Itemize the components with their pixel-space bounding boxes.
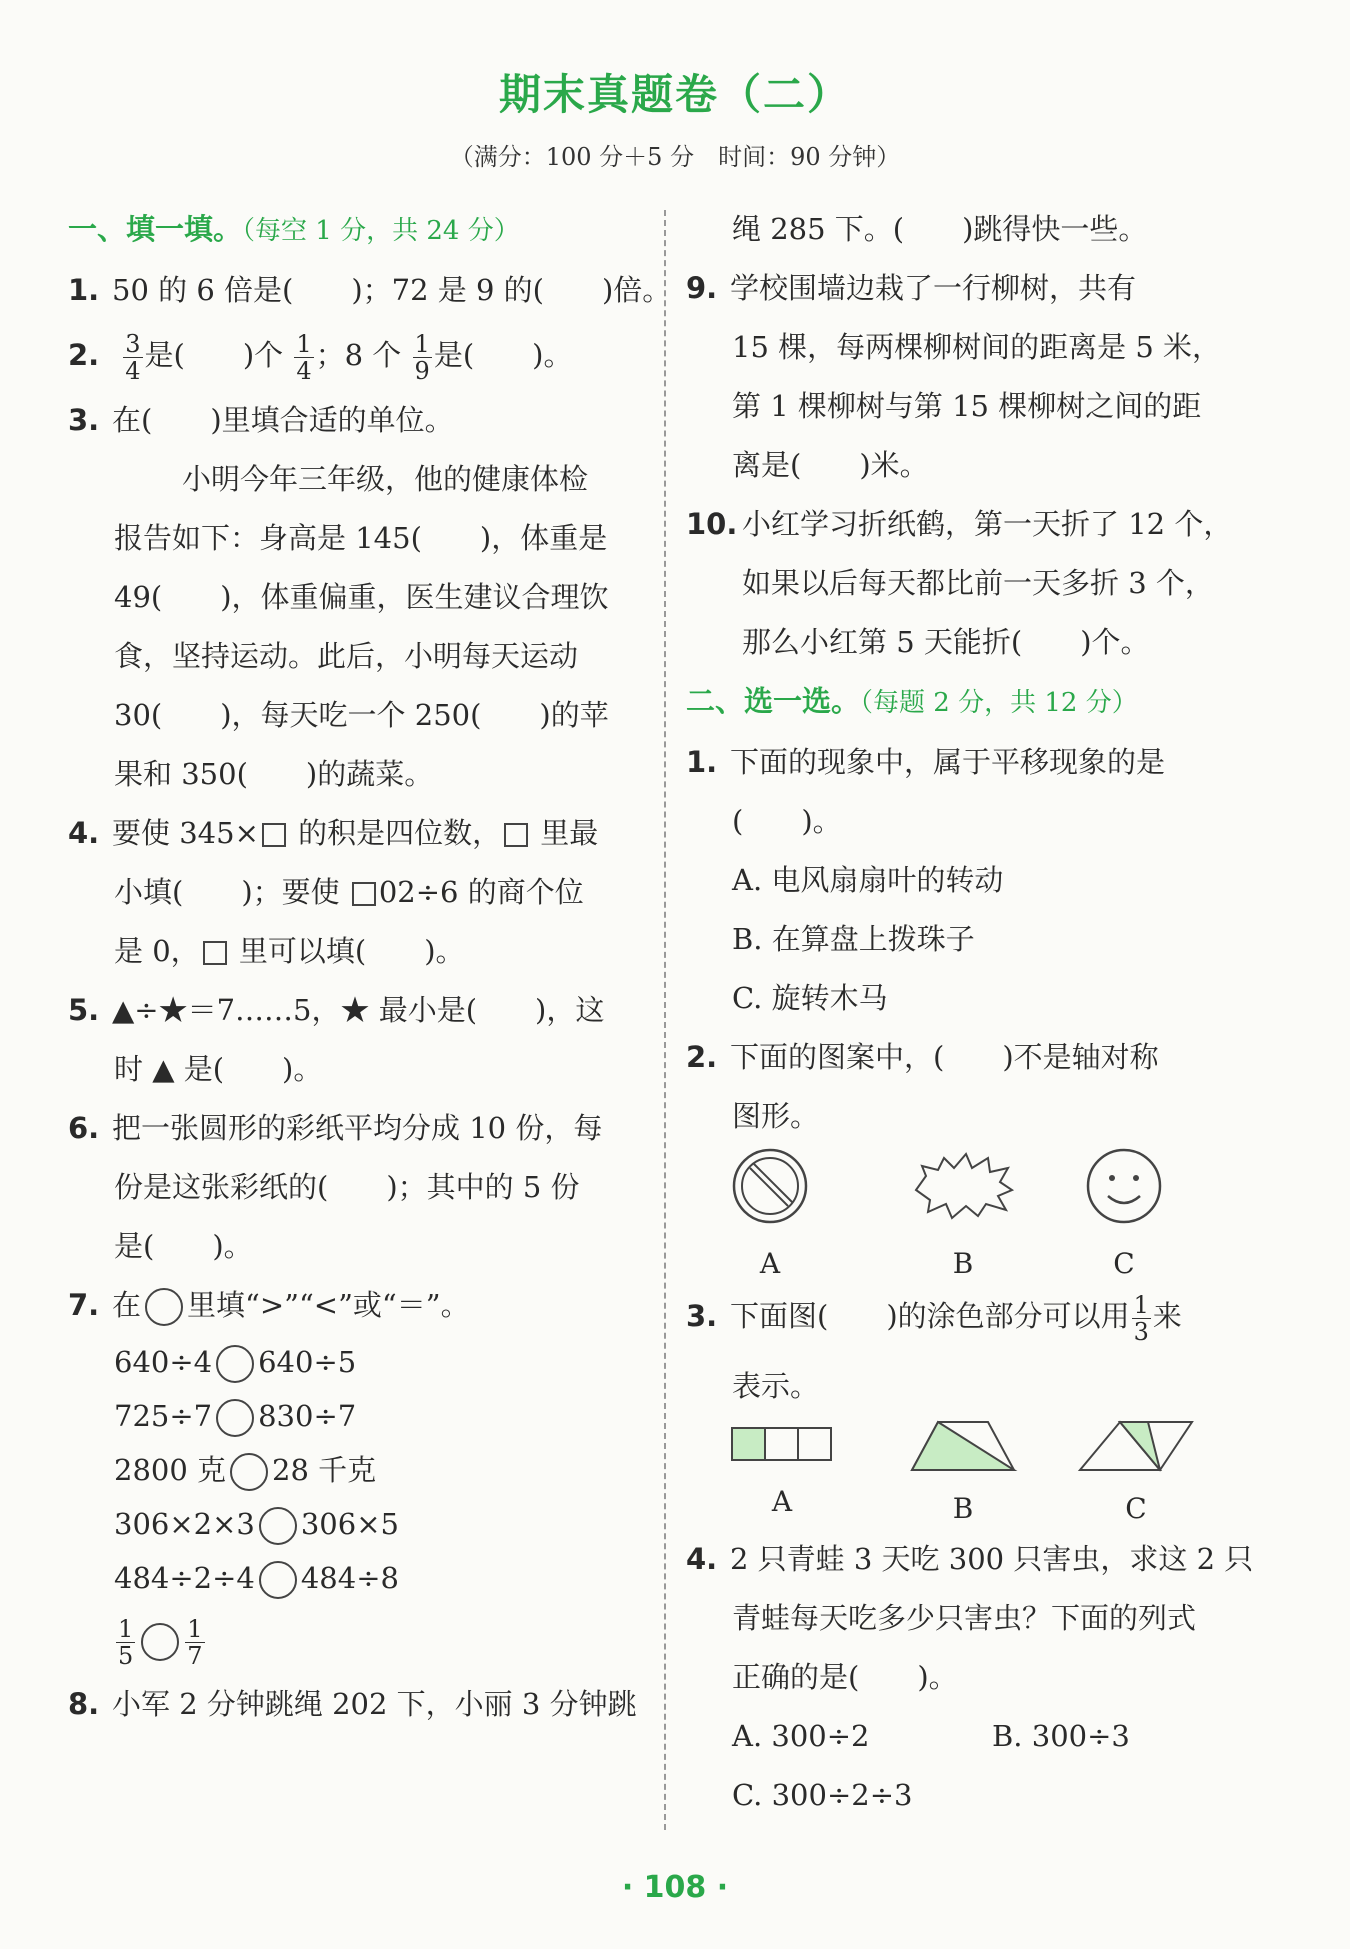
question-7: 7. 在 里填“>”“<”或“＝”。 640÷4 640÷5 725÷7 830÷7 2800 克 28 千克 306×2×3 306×5 484÷2÷4 484÷8 $\frac{1}{5}$ $\frac{1}{7}$ [68,1288,470,1670]
column-divider [664,210,666,1830]
choice-1: 1. 下面的现象中，属于平移现象的是 ( )。 A. 电风扇扇叶的转动 B. 在算盘上拨珠子 C. 旋转木马 [686,745,1166,1015]
section-1-heading: 一、填一填。（每空 1 分，共 24 分） [68,212,520,246]
question-8-cont: 绳 285 下。( )跳得快一些。 [732,212,1148,246]
compare-circle [216,1345,254,1383]
section-2-heading: 二、选一选。（每题 2 分，共 12 分） [686,684,1138,718]
question-1: 1. 50 的 6 倍是( )；72 是 9 的( )倍。 [68,273,672,307]
question-9: 9. 学校围墙边栽了一行柳树，共有 15 棵，每两棵柳树间的距离是 5 米， 第 1 棵柳树与第 15 棵柳树之间的距 离是( )米。 [686,271,1222,482]
fraction: $\frac{1}{4}$ [296,329,312,385]
blank-square [262,823,286,847]
compare-circle [259,1507,297,1545]
figure-c: C [1084,1146,1164,1282]
fraction: $\frac{3}{4}$ [125,329,141,385]
shaded-trapezoid-icon [908,1418,1018,1474]
choice-3: 3. 下面图( )的涂色部分可以用 $\frac{1}{3}$ 来 表示。 A B C [686,1278,1276,1530]
shaded-bar-icon [730,1424,834,1464]
question-2: 2. $\frac{3}{4}$ 是( )个 $\frac{1}{4}$ ；8 个 $\frac{1}{9}$ 是( )。 [68,329,573,385]
page-subtitle: （满分：100 分＋5 分 时间：90 分钟） [449,143,901,171]
fraction: $\frac{1}{7}$ [187,1614,203,1670]
figure-a: A [730,1424,834,1520]
question-8: 8. 小军 2 分钟跳绳 202 下，小丽 3 分钟跳 [68,1687,637,1721]
right-column [686,200,1276,1825]
blank-square [504,823,528,847]
choice-4: 4. 2 只青蛙 3 天吃 300 只害虫，求这 2 只 青蛙每天吃多少只害虫？下面的列式 正确的是( )。 A. 300÷2 B. 300÷3 C. 300÷2÷3 [686,1542,1254,1812]
question-3: 3. 在( )里填合适的单位。 小明今年三年级，他的健康体检 报告如下：身高是 145( )，体重是 49( )，体重偏重，医生建议合理饮 食，坚持运动。此后，小明每天运动 30( )，每天吃一个 250( )的苹 果和 350( )的蔬菜。 [68,403,609,791]
figure-b: B [908,1146,1018,1282]
blank-square [203,941,227,965]
compare-circle [141,1623,179,1661]
smiley-face-icon [1084,1146,1164,1226]
page-title: 期末真题卷（二） [498,70,851,119]
blank-square [352,882,376,906]
fraction: $\frac{1}{5}$ [118,1614,134,1670]
figure-c: C [1076,1418,1196,1524]
fraction: $\frac{1}{3}$ [1133,1290,1149,1346]
choice-2: 2. 下面的图案中，( )不是轴对称 图形。 A B C [686,1028,1276,1266]
question-6: 6. 把一张圆形的彩纸平均分成 10 份，每 份是这张彩纸的( )；其中的 5 份 是( )。 [68,1111,603,1263]
compare-circle [145,1288,183,1326]
compare-circle [216,1399,254,1437]
page-number: · 108 · [621,1870,729,1905]
question-4: 4. 要使 345× 的积是四位数， 里最 小填( )；要使 02÷6 的商个位 是 0， 里可以填( )。 [68,816,599,968]
left-column [68,200,672,1734]
question-5: 5. ▲÷★＝7……5，★ 最小是( )，这 时 ▲ 是( )。 [68,993,605,1086]
splash-shape-icon [908,1146,1018,1226]
shaded-triangles-icon [1076,1418,1196,1474]
question-10: 10. 小红学习折纸鹤，第一天折了 12 个， 如果以后每天都比前一天多折 3 个， 那么小红第 5 天能折( )个。 [686,507,1233,659]
figure-b: B [908,1418,1018,1524]
figure-a: A [730,1146,810,1282]
symmetry-figures [686,1146,1276,1280]
compare-circle [259,1561,297,1599]
fraction-figures [686,1418,1276,1530]
fraction: $\frac{1}{9}$ [414,329,430,385]
no-sign-icon [730,1146,810,1226]
compare-circle [230,1453,268,1491]
